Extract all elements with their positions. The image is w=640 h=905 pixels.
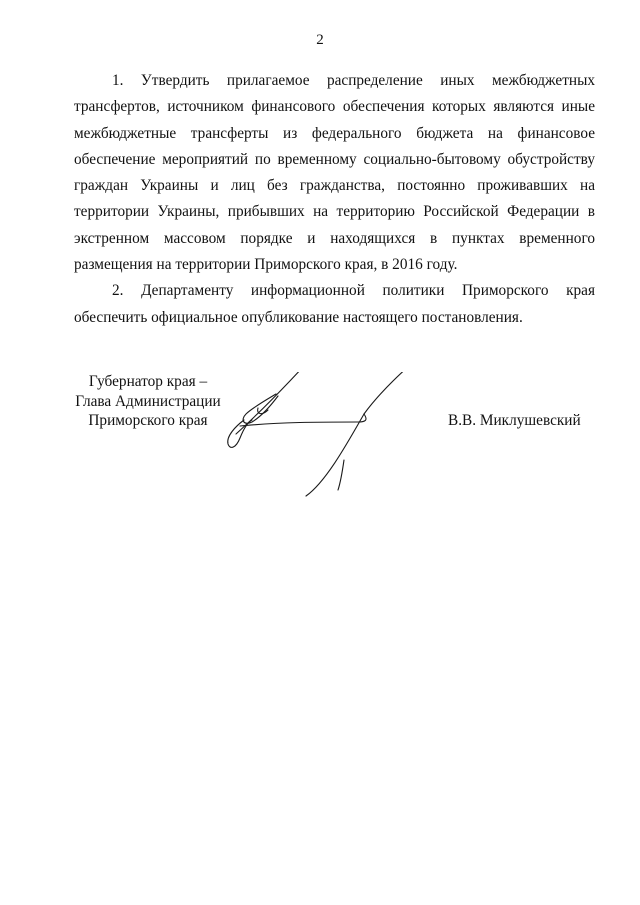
page-number: 2 bbox=[316, 32, 324, 48]
signer-title-line-3: Приморского края bbox=[88, 412, 208, 429]
paragraph-1: 1. Утвердить прилагаемое распределение иных межбюджетных трансфертов, источником финансового обеспечения которых являются иные межбюджетные трансферты из федерального бюджета на финансовое обеспечение мероприятий по временному социально-бытовому обустройству граждан Украины и лиц без гражданства, постоянно проживавших на территории Украины, прибывших на территорию Российской Федерации в экстренном массовом порядке и находящихся в пунктах временного размещения на территории Приморского края, в 2016 году. bbox=[74, 72, 595, 274]
document-body bbox=[74, 68, 595, 331]
signer-name: В.В. Миклушевский bbox=[448, 412, 581, 429]
signer-title-line-1: Губернатор края – bbox=[88, 373, 208, 390]
paragraph-2: 2. Департаменту информационной политики Приморского края обеспечить официальное опубликование настоящего постановления. bbox=[74, 282, 595, 326]
signature-block bbox=[0, 372, 640, 522]
signer-title-line-2: Глава Администрации bbox=[75, 392, 221, 410]
handwritten-signature bbox=[0, 372, 640, 522]
